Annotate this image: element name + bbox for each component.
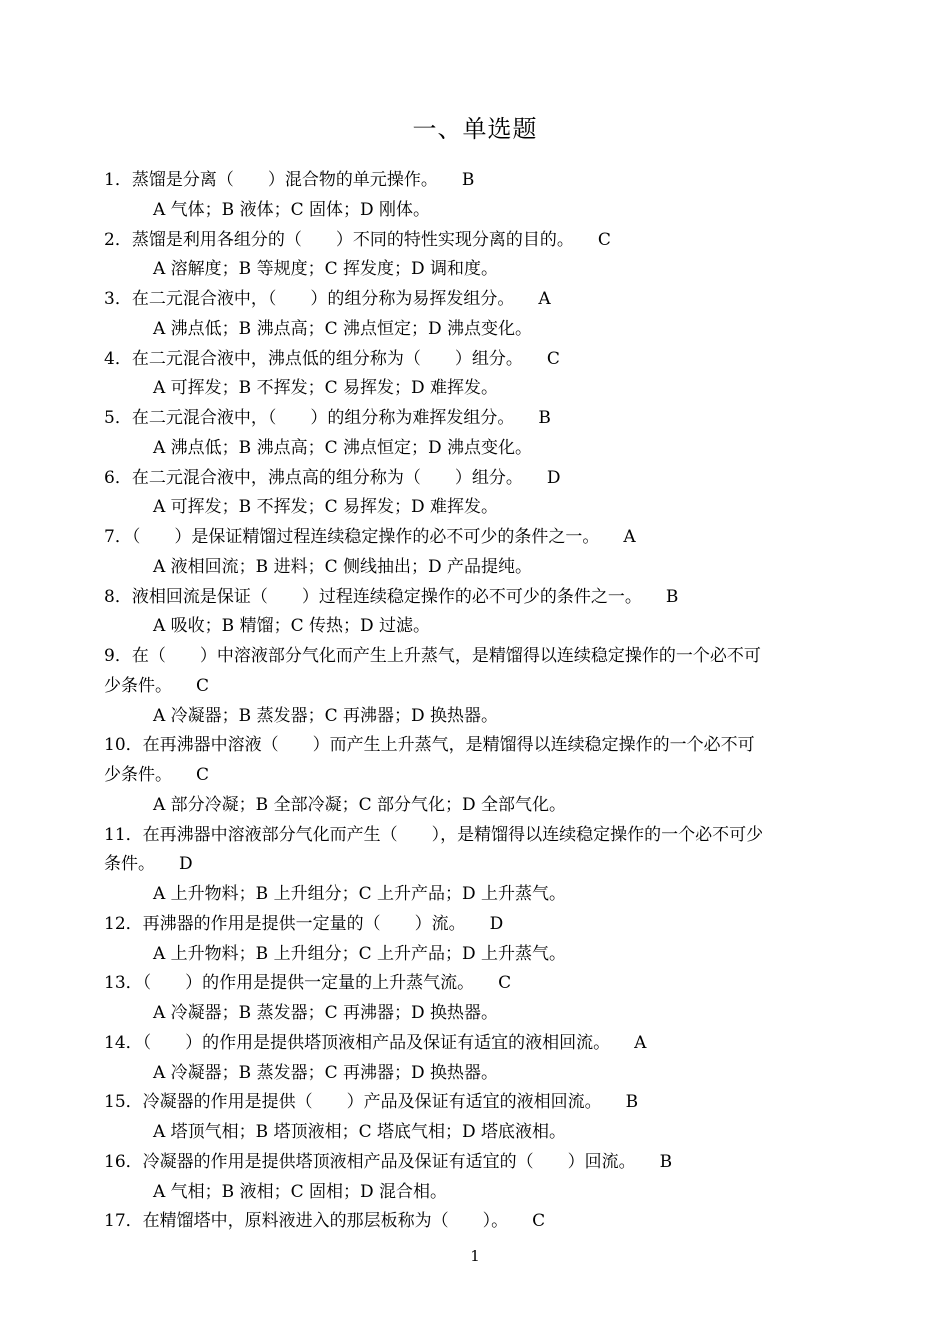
question-item	[104, 226, 844, 286]
question-stem-line	[104, 1207, 844, 1237]
answer-options: A 气相；B 液相；C 固相；D 混合相。	[153, 1181, 448, 1202]
question-stem-line	[104, 1029, 844, 1059]
question-stem-line	[104, 672, 844, 702]
question-item	[104, 166, 844, 226]
question-text: 4．在二元混合液中，沸点低的组分称为（ ）组分。	[104, 348, 523, 369]
answer-key: D	[546, 467, 561, 488]
question-text: 少条件。	[104, 765, 172, 785]
answer-key: D	[179, 854, 193, 875]
answer-options: A 气体；B 液体；C 固体；D 刚体。	[153, 199, 431, 220]
answer-key: C	[196, 765, 210, 785]
question-stem-line	[104, 731, 844, 761]
question-stem-line	[104, 583, 844, 613]
question-text: 少条件。	[104, 675, 172, 696]
question-stem-line	[104, 1148, 844, 1178]
question-text: 8．液相回流是保证（ ）过程连续稳定操作的必不可少的条件之一。	[104, 586, 642, 607]
answer-key: A	[634, 1032, 647, 1053]
question-item	[104, 1088, 844, 1148]
question-text: 12．再沸器的作用是提供一定量的（ ）流。	[104, 913, 466, 934]
answer-options: A 沸点低；B 沸点高；C 沸点恒定；D 沸点变化。	[153, 318, 533, 339]
answer-options: A 冷凝器；B 蒸发器；C 再沸器；D 换热器。	[153, 1062, 499, 1083]
question-item	[104, 345, 844, 405]
question-text: 条件。	[104, 854, 155, 875]
answer-options: A 部分冷凝；B 全部冷凝；C 部分气化；D 全部气化。	[153, 794, 567, 815]
answer-options: A 可挥发；B 不挥发；C 易挥发；D 难挥发。	[153, 497, 499, 518]
question-text: 3．在二元混合液中，（ ）的组分称为易挥发组分。	[104, 289, 515, 309]
question-stem-line	[104, 910, 844, 940]
question-stem-line	[104, 404, 844, 434]
question-item	[104, 1029, 844, 1089]
question-stem-line	[104, 166, 844, 196]
question-item	[104, 404, 844, 464]
answer-options: A 溶解度；B 等规度；C 挥发度；D 调和度。	[153, 259, 499, 280]
question-stem-line	[104, 642, 844, 672]
question-item	[104, 583, 844, 643]
answer-key: B	[538, 408, 551, 428]
question-stem-line	[104, 1088, 844, 1118]
answer-options: A 上升物料；B 上升组分；C 上升产品；D 上升蒸气。	[153, 884, 567, 904]
answer-key: D	[489, 913, 504, 934]
answer-options: A 吸收；B 精馏；C 传热；D 过滤。	[153, 616, 431, 637]
question-stem-line	[104, 345, 844, 375]
question-item	[104, 285, 844, 345]
question-stem-line	[104, 464, 844, 494]
question-stem-line	[104, 761, 844, 791]
answer-key: A	[538, 289, 551, 309]
answer-key: B	[659, 1151, 673, 1172]
question-stem-line	[104, 969, 844, 999]
question-text: 17．在精馏塔中，原料液进入的那层板称为（ ）。	[104, 1211, 509, 1232]
question-stem-line	[104, 285, 844, 315]
question-text: 16．冷凝器的作用是提供塔顶液相产品及保证有适宜的（ ）回流。	[104, 1151, 636, 1172]
question-stem-line	[104, 523, 844, 553]
question-text: 13．（ ）的作用是提供一定量的上升蒸气流。	[104, 973, 475, 994]
question-item	[104, 464, 844, 524]
question-text: 11．在再沸器中溶液部分气化而产生（ ），是精馏得以连续稳定操作的一个必不可少	[104, 824, 764, 845]
question-text: 6．在二元混合液中，沸点高的组分称为（ ）组分。	[104, 467, 523, 488]
question-text: 7．（ ）是保证精馏过程连续稳定操作的必不可少的条件之一。	[104, 527, 600, 547]
question-text: 1．蒸馏是分离（ ）混合物的单元操作。	[104, 170, 438, 190]
answer-options: A 冷凝器；B 蒸发器；C 再沸器；D 换热器。	[153, 1003, 499, 1023]
page-title: 一、单选题	[412, 115, 538, 143]
question-item	[104, 1148, 844, 1208]
answer-key: B	[625, 1092, 639, 1113]
answer-options: A 沸点低；B 沸点高；C 沸点恒定；D 沸点变化。	[153, 437, 533, 458]
question-text: 9．在（ ）中溶液部分气化而产生上升蒸气，是精馏得以连续稳定操作的一个必不可	[104, 646, 761, 666]
question-item	[104, 642, 844, 731]
question-stem-line	[104, 821, 844, 851]
question-list	[104, 166, 844, 1237]
question-item	[104, 523, 844, 583]
question-text: 15．冷凝器的作用是提供（ ）产品及保证有适宜的液相回流。	[104, 1092, 602, 1113]
answer-key: C	[532, 1211, 546, 1232]
answer-options: A 可挥发；B 不挥发；C 易挥发；D 难挥发。	[153, 378, 499, 399]
answer-options: A 冷凝器；B 蒸发器；C 再沸器；D 换热器。	[153, 705, 499, 726]
answer-key: B	[665, 586, 679, 607]
question-item	[104, 731, 844, 820]
answer-key: A	[623, 527, 636, 547]
answer-options: A 塔顶气相；B 塔顶液相；C 塔底气相；D 塔底液相。	[153, 1122, 567, 1142]
answer-key: C	[498, 973, 512, 994]
question-item	[104, 910, 844, 970]
answer-key: C	[196, 675, 210, 696]
question-text: 14．（ ）的作用是提供塔顶液相产品及保证有适宜的液相回流。	[104, 1032, 611, 1053]
question-item	[104, 969, 844, 1029]
answer-key: B	[461, 170, 475, 190]
question-stem-line	[104, 226, 844, 256]
question-item	[104, 821, 844, 910]
answer-options: A 液相回流；B 进料；C 侧线抽出；D 产品提纯。	[153, 556, 533, 577]
answer-options: A 上升物料；B 上升组分；C 上升产品；D 上升蒸气。	[153, 943, 567, 964]
answer-key: C	[546, 348, 560, 369]
question-text: 5．在二元混合液中，（ ）的组分称为难挥发组分。	[104, 408, 515, 428]
question-item	[104, 1207, 844, 1237]
question-text: 2．蒸馏是利用各组分的（ ）不同的特性实现分离的目的。	[104, 229, 574, 250]
question-text: 10．在再沸器中溶液（ ）而产生上升蒸气，是精馏得以连续稳定操作的一个必不可	[104, 735, 755, 756]
page-number: 1	[470, 1247, 480, 1265]
answer-key: C	[597, 229, 611, 250]
question-stem-line	[104, 850, 844, 880]
